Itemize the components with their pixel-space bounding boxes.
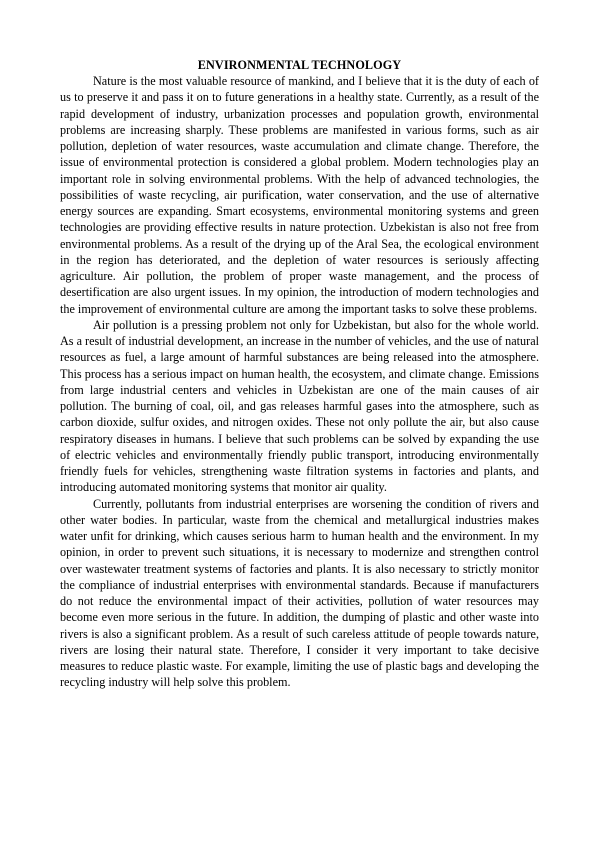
paragraph-water-pollution: Currently, pollutants from industrial enterprises are worsening the condition of rivers and other water bodies. In particular, waste from the chemical and metallurgical industries makes water unfit for drinking, which causes serious harm to human health and the environment. In my opinion, in order to prevent such situations, it is necessary to modernize and strengthen control over wastewater treatment systems of factories and plants. It is also necessary to strictly monitor the compliance of industrial enterprises with environmental standards. Because if manufacturers do not reduce the environmental impact of their activities, pollution of water resources may become even more serious in the future. In addition, the dumping of plastic and other waste into rivers is also a significant problem. As a result of such careless attitude of people towards nature, rivers are losing their natural state. Therefore, I consider it very important to take decisive measures to reduce plastic waste. For example, limiting the use of plastic bags and developing the recycling industry will help solve this problem. [60, 496, 539, 690]
paragraph-air-pollution: Air pollution is a pressing problem not only for Uzbekistan, but also for the whole world. As a result of industrial development, an increase in the number of vehicles, and the use of natural resources as fuel, a large amount of harmful substances are being released into the atmosphere. This process has a serious impact on human health, the ecosystem, and climate change. Emissions from large industrial centers and vehicles in Uzbekistan are one of the main causes of air pollution. The burning of coal, oil, and gas releases harmful gases into the atmosphere, such as carbon dioxide, sulfur oxides, and nitrogen oxides. These not only pollute the air, but also cause respiratory diseases in humans. I believe that such problems can be solved by expanding the use of electric vehicles and environmentally friendly public transport, introducing environmentally friendly fuels for vehicles, strengthening waste filtration systems in factories and plants, and introducing automated monitoring systems that monitor air quality. [60, 317, 539, 495]
paragraph-intro: Nature is the most valuable resource of mankind, and I believe that it is the duty of each of us to preserve it and pass it on to future generations in a healthy state. Currently, as a result of the rapid development of industry, urbanization processes and population growth, environmental problems are increasing sharply. These problems are manifested in various forms, such as air pollution, depletion of water resources, waste accumulation and climate change. Therefore, the issue of environmental protection is considered a global problem. Modern technologies play an important role in solving environmental problems. With the help of advanced technologies, the possibilities of waste recycling, air purification, water conservation, and the use of alternative energy sources are expanding. Smart ecosystems, environmental monitoring systems and green technologies are providing effective results in nature protection. Uzbekistan is also not free from environmental problems. As a result of the drying up of the Aral Sea, the ecological environment in the region has deteriorated, and the depletion of water resources is seriously affecting agriculture. Air pollution, the problem of proper waste management, and the process of desertification are also urgent issues. In my opinion, the introduction of modern technologies and the improvement of environmental culture are among the important tasks to solve these problems. [60, 74, 539, 316]
document-title: ENVIRONMENTAL TECHNOLOGY [197, 58, 402, 72]
document-page [60, 57, 539, 691]
